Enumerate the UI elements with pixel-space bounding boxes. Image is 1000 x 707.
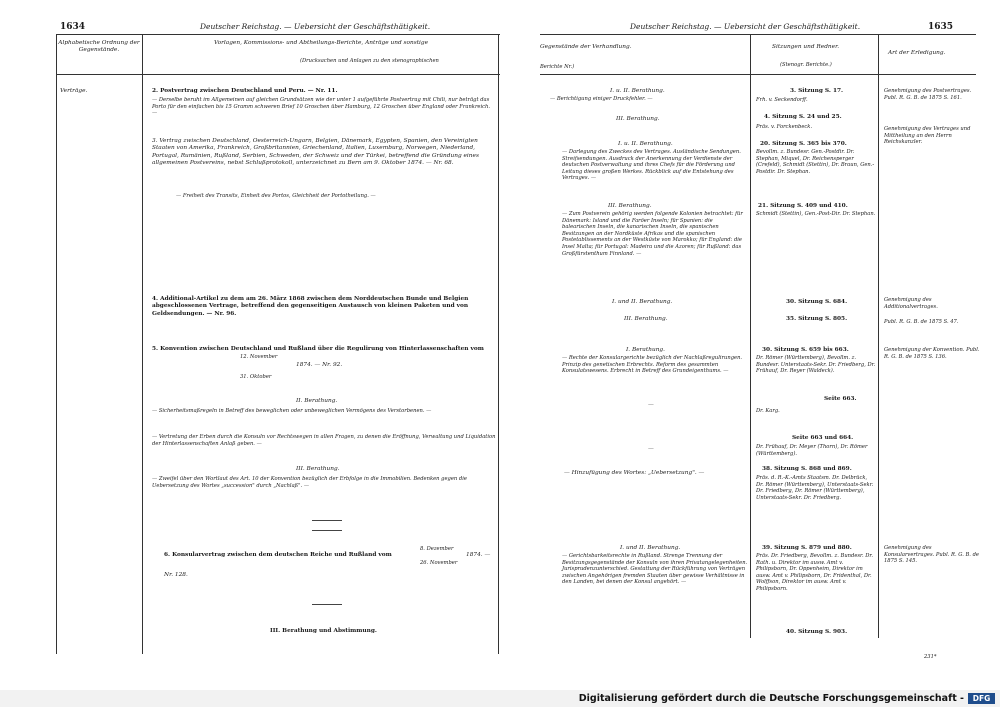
row-2-speakers: Bevollm. z. Bundesr. Gen.-Postdir. Dr. Stephan, Miquel, Dr. Reichensperger (Crefeld), Schmidt (Stettin), Dr. Braun, Gen.-Postdir. Dr. Stephan. — [756, 149, 875, 175]
entry-5-note-3: — Zweifel über den Wortlaut des Art. 10 der Konvention bezüglich der Erbfolge in die Immobilien. Bedenken gegen die Uebersetzung des Wortes „succession" durch „Nachlaß". — — [152, 476, 467, 489]
row-3-detail: — Zum Postverein gehörig werden folgende Kolonien betrachtet: für Dänemark: Island und die Faröer Inseln; für Spanien: die balearischen Inseln, die kanarischen Inseln, die spanischen Besitzungen an der Nordküste Afrikas und die spanischen Postetablissements an der Westküste von Marokko; für England: die Insel Malta; für Portugal: Madeira und die Azoren; für Rußland: das Großfürstenthum Finnland. — — [562, 211, 743, 257]
dfg-logo: DFG — [968, 693, 995, 704]
entry-5-note-2: — Vertretung der Erben durch die Konsuln vor Rechtswegen in allen Fragen, zu denen die Eröffnung, Verwaltung und Liquidation der Hinterlassenschaften Anlaß geben. — — [152, 434, 496, 447]
right-col1-header: Gegenstände der Verhandlung. — [540, 44, 632, 50]
row-7-topic: — — [648, 402, 654, 408]
row-6-outcome: Genehmigung der Konvention. Publ. R. G. B. de 1875 S. 136. — [884, 347, 980, 360]
entry-5-title: 5. Konvention zwischen Deutschland und Rußland über die Regulirung von Hinterlassenschaften vom — [152, 346, 484, 352]
entry-5-year: 1874. — Nr. 92. — [296, 362, 343, 368]
row-9-topic: — Hinzufügung des Wortes: „Uebersetzung". — — [564, 470, 705, 476]
row-3-session: 21. Sitzung S. 409 und 410. — [758, 203, 848, 209]
entry-5-note-1: — Sicherheitsmaßregeln in Betreff des beweglichen oder unbeweglichen Vermögens des Verstorbenen. — — [152, 408, 432, 414]
left-running-head: Deutscher Reichstag. — Uebersicht der Geschäftsthätigkeit. — [200, 22, 431, 31]
row-6-detail: — Rechte der Konsulargerichte bezüglich der Nachlaßregulirungen. Prinzip des genetischen Erbrechts. Reform des gesammten Konsulatswesens. Erbrecht in Betreff des Grundeigenthums. — — [562, 355, 743, 375]
row-7-speakers: Dr. Karg. — [756, 408, 780, 414]
left-page-number: 1634 — [60, 22, 86, 32]
row-9-session: 38. Sitzung S. 868 und 869. — [762, 466, 852, 472]
right-col1-subheader: Berichte Nr.) — [540, 64, 575, 70]
entry-2-title: 2. Postvertrag zwischen Deutschland und Peru. — Nr. 11. — [152, 88, 338, 94]
entry-6-nr: Nr. 128. — [164, 572, 188, 578]
left-col2-header: Vorlagen, Kommissions- und Abtheilungs-Berichte, Anträge und sonstige — [214, 40, 429, 46]
row-2-detail: — Darlegung des Zweckes des Vertrages. Ausländische Sendungen. Streifsendungen. Ausdruck der Anerkennung der Verdienste der deutschen Postverwaltung und ihres Chefs für die Förderung und Leitung dieses großen Werkes. Rückblick auf die Entstehung des Vertrages. — — [562, 149, 741, 182]
entry-3-note: — Freiheit des Transits, Einheit des Portos, Gleichheit der Portotheilung. — — [176, 193, 376, 199]
entry-4-title: 4. Additional-Artikel zu dem am 26. März 1868 zwischen dem Norddeutschen Bunde und Belgien abgeschlossenen Vertrage, betreffend den gegenseitigen Austausch von kleinen Paketen und von Geldsendungen. — Nr. 96. — [152, 296, 469, 317]
row-1-session: 4. Sitzung S. 24 und 25. — [764, 114, 842, 120]
entry-6-date-bottom: 26. November — [420, 560, 458, 566]
row-6-speakers: Dr. Römer (Württemberg), Bevollm. z. Bundesr. Unterstaats-Sekr. Dr. Friedberg, Dr. Frühauf, Dr. Reyer (Waldeck). — [756, 355, 876, 375]
row-0-topic: I. u. II. Berathung. — [610, 88, 665, 94]
row-8-session: Seite 663 und 664. — [792, 435, 854, 441]
row-2-session: 20. Sitzung S. 365 bis 370. — [760, 141, 847, 147]
row-2-outcome: Genehmigung des Vertrages und Mittheilung an den Herrn Reichskanzler. — [884, 126, 971, 146]
row-1-topic: III. Berathung. — [616, 116, 660, 122]
left-col1-header: Alphabetische Ordnung der Gegenstände. — [58, 40, 140, 54]
left-col1-label: Verträge. — [60, 88, 88, 94]
left-page — [0, 0, 500, 690]
row-3-speakers: Schmidt (Stettin), Gen.-Post-Dir. Dr. Stephan. — [756, 211, 876, 217]
right-page — [500, 0, 1000, 690]
right-running-head: Deutscher Reichstag. — Uebersicht der Geschäftsthätigkeit. — [630, 22, 861, 31]
entry-3-title: 3. Vertrag zwischen Deutschland, Oesterreich-Ungarn, Belgien, Dänemark, Egypten, Spanien, den Vereinigten Staaten von Amerika, Frankreich, Großbritannien, Griechenland, Italien, Luxemburg, Norwegen, Niederland, Portugal, Rumänien, Rußland, Serbien, Schweden, der Schweiz und der Türkei, betreffend die Gründung eines allgemeinen Postvereins, nebst Schlußprotokoll, unterzeichnet zu Bern am 9. Oktober 1874. — Nr. 68. — [152, 138, 479, 167]
right-col2-subheader: (Stenogr. Berichte.) — [780, 62, 832, 68]
entry-6-year: 1874. — — [466, 552, 491, 558]
row-0-detail: — Berichtigung einiger Druckfehler. — — [550, 96, 653, 102]
right-page-number: 1635 — [928, 22, 954, 32]
bottom-note: 231* — [924, 654, 937, 660]
left-col2-subheader: (Drucksachen und Anlagen zu den stenographischen — [300, 58, 439, 64]
footer-text: Digitalisierung gefördert durch die Deutsche Forschungsgemeinschaft - — [578, 693, 964, 704]
row-5-session: 35. Sitzung S. 805. — [786, 316, 848, 322]
row-11-session: 40. Sitzung S. 903. — [786, 629, 848, 635]
entry-6-title: 6. Konsularvertrag zwischen dem deutschen Reiche und Rußland vom — [164, 552, 392, 558]
row-8-topic: — — [648, 446, 654, 452]
entry-6-date-top: 8. Dezember — [420, 546, 454, 552]
entry-6-section: III. Berathung und Abstimmung. — [270, 628, 377, 634]
row-10-outcome: Genehmigung des Konsularvertrages. Publ. R. G. B. de 1875 S. 145. — [884, 545, 979, 565]
entry-5-section-3: III. Berathung. — [296, 466, 340, 472]
right-col3-header: Art der Erledigung. — [888, 50, 946, 56]
row-10-detail: — Gerichtsbarkeitsrechte in Rußland. Strenge Trennung der Besitzungsgegenstände der Konsuln von ihren Privatangelegenheiten. Jurisprudenzunterschied. Gestattung der Rückführung von Verträgen zwischen Angehörigen fremden Staaten über gewisse Verhältnisse in den Landen, bei denen der Konsul angehört. — — [562, 553, 748, 586]
dfg-footer — [0, 690, 1000, 707]
row-0-outcome: Genehmigung des Postvertrages. Publ. R. G. B. de 1875 S. 161. — [884, 88, 972, 101]
row-10-topic: I. und II. Berathung. — [620, 545, 681, 551]
row-2-topic: I. u. II. Berathung. — [618, 141, 673, 147]
row-8-speakers: Dr. Frühauf, Dr. Meyer (Thorn), Dr. Römer (Württemberg). — [756, 444, 868, 457]
row-10-speakers: Präs. Dr. Friedberg, Bevollm. z. Bundesr. Dr. Rath. u. Direktor im ausw. Amt v. Philipsborn, Dr. Oppenheim, Direktor im ausw. Amt v. Philipsborn, Dr. Fridenthal, Dr. Wolffson, Direktor im ausw. Amt v. Philipsborn. — [756, 553, 873, 592]
row-0-session: 3. Sitzung S. 17. — [790, 88, 844, 94]
row-5-outcome: Publ. R. G. B. de 1875 S. 47. — [884, 319, 959, 325]
row-4-outcome: Genehmigung des Additionalvertrages. — [884, 297, 938, 310]
entry-5-date-top: 12. November — [240, 354, 278, 360]
entry-2-body: — Derselbe beruht im Allgemeinen auf gleichen Grundsätzen wie der unter 1 aufgeführte Postvertrag mit Chili, nur beträgt das Porto für den einfachen bis 15 Gramm schweren Brief 10 Groschen über Hamburg, 12 Groschen über England oder Frankreich. — — [152, 97, 491, 117]
row-3-topic: III. Berathung. — [608, 203, 652, 209]
row-6-topic: I. Berathung. — [626, 347, 665, 353]
row-0-speakers: Frh. v. Seckendorff. — [756, 97, 808, 103]
entry-5-date-bottom: 31. Oktober — [240, 374, 272, 380]
row-4-topic: I. und II. Berathung. — [612, 299, 673, 305]
row-1-speakers: Präs. v. Forckenbeck. — [756, 124, 813, 130]
row-5-topic: III. Berathung. — [624, 316, 668, 322]
row-10-session: 39. Sitzung S. 879 und 880. — [762, 545, 852, 551]
row-9-speakers: Präs. d. R.-K.-Amts Staatsm. Dr. Delbrück, Dr. Römer (Württemberg), Unterstaats-Sekr. Dr. Friedberg, Dr. Römer (Württemberg), Unterstaats-Sekr. Dr. Friedberg. — [756, 475, 874, 501]
row-7-session: Seite 663. — [824, 396, 857, 402]
row-6-session: 30. Sitzung S. 659 bis 663. — [762, 347, 849, 353]
right-col2-header: Sitzungen und Redner. — [772, 44, 840, 50]
row-4-session: 30. Sitzung S. 684. — [786, 299, 848, 305]
entry-5-section-2: II. Berathung. — [296, 398, 338, 404]
